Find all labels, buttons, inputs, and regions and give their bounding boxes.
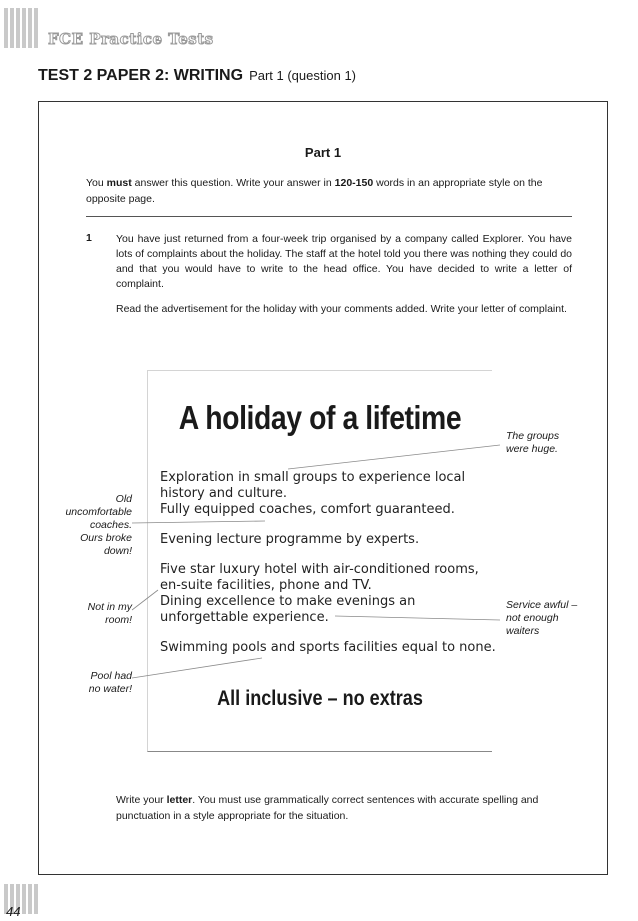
instructions-text: words in an appropriate style on the opposite page.: [86, 177, 543, 205]
question-frame: [38, 101, 608, 875]
instructions: [86, 175, 572, 207]
question-paragraph: Read the advertisement for the holiday with your comments added. Write your letter of complaint.: [116, 303, 567, 315]
advert-body: [160, 470, 496, 656]
advert-line: Fully equipped coaches, comfort guaranteed.: [160, 502, 455, 517]
note-line: Pool had: [90, 670, 132, 682]
note-room: [88, 601, 132, 627]
advert-title: A holiday of a lifetime: [178, 399, 462, 436]
note-line: were huge.: [506, 443, 558, 455]
note-line: Old: [115, 493, 132, 505]
note-line: not enough: [506, 612, 559, 624]
instructions-must: must: [106, 177, 132, 189]
final-bold: letter: [166, 794, 193, 806]
final-instruction: [116, 792, 572, 824]
test-title: TEST 2 PAPER 2: WRITING: [38, 67, 244, 84]
note-line: The groups: [506, 430, 560, 442]
question-number: 1: [86, 232, 92, 244]
note-line: Ours broke: [80, 532, 132, 544]
advert-line: Swimming pools and sports facilities equal to none.: [160, 640, 496, 655]
advert-line: Dining excellence to make evenings an: [160, 594, 416, 609]
instructions-text: You: [86, 177, 107, 189]
advert-footer: All inclusive – no extras: [217, 687, 423, 710]
book-title: FCE Practice Tests: [48, 30, 214, 48]
note-line: waiters: [506, 625, 540, 637]
advert-line: Five star luxury hotel with air-conditioned rooms,: [160, 562, 479, 577]
question-paragraph: You have just returned from a four-week trip organised by a company called Explorer. You have lots of complaints about the holiday. The staff at the hotel told you there was nothing they could do and that you would have to write to the head office. You have decided to write a letter of complaint.: [116, 233, 572, 290]
test-heading: [38, 67, 356, 85]
note-groups: [506, 430, 559, 456]
note-line: coaches.: [89, 519, 132, 531]
divider: [86, 216, 572, 217]
note-service: [506, 599, 577, 638]
note-pool: [89, 670, 132, 696]
advert-line: Exploration in small groups to experience local: [160, 470, 466, 485]
test-subtitle: Part 1 (question 1): [249, 68, 357, 83]
page-edge-decoration-top: [4, 8, 38, 48]
advertisement: [147, 370, 496, 752]
note-line: uncomfortable: [65, 506, 132, 518]
final-text: Write your: [116, 794, 167, 806]
advert-line: en-suite facilities, phone and TV.: [160, 578, 372, 593]
instructions-text: answer this question. Write your answer in: [131, 177, 335, 189]
question-text: [116, 232, 572, 327]
advert-line: history and culture.: [160, 486, 287, 501]
word-count: 120-150: [334, 177, 374, 189]
part-title: Part 1: [304, 145, 342, 160]
advert-line: unforgettable experience.: [160, 610, 329, 625]
final-text: . You must use grammatically correct sentences with accurate spelling and punctuation in a style appropriate for the situation.: [116, 794, 539, 822]
note-line: room!: [105, 614, 132, 626]
page-number: 44: [6, 904, 21, 919]
note-line: down!: [103, 545, 132, 557]
note-coaches: [65, 493, 132, 558]
advert-line: Evening lecture programme by experts.: [160, 532, 420, 547]
note-line: Service awful –: [506, 599, 578, 611]
note-line: Not in my: [87, 601, 132, 613]
note-line: no water!: [88, 683, 132, 695]
